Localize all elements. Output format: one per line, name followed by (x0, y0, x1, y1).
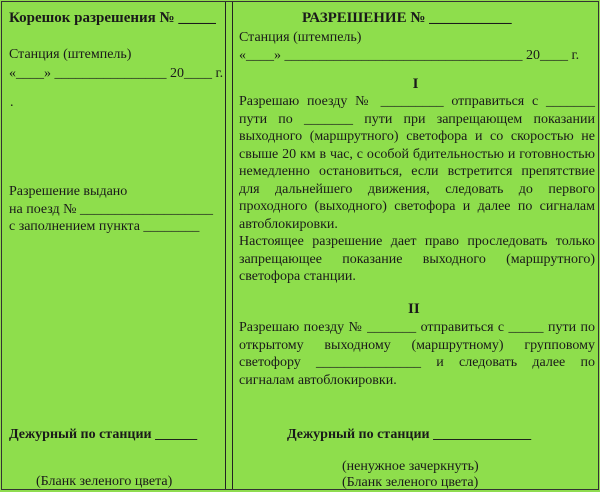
section-1-number: I (412, 76, 419, 92)
stub-title: Корешок разрешения № _____ (9, 10, 216, 26)
stub-date-line: «____» ________________ 20____ г. (9, 66, 224, 81)
stub-station-label: Станция (штемпель) (9, 47, 132, 62)
section-1-text: Разрешаю поезду № _________ отправиться с _______ пути по _______ пути при запрещающем показании выходного (маршрутного) светофора и со скоростью не свыше 20 км в час, с особой бдительностью и готовностью немедленно остановиться, если встретится препятствие для дальнейшего движения, следовать до первого проходного (выходного) светофора и далее по сигналам автоблокировки. (239, 94, 595, 232)
stub-dot: . (10, 95, 14, 110)
main-station-label: Станция (штемпель) (239, 30, 362, 45)
stub-issued-label: Разрешение выдано (9, 184, 128, 199)
main-footer: (Бланк зеленого цвета) (342, 475, 479, 490)
section-2-text: Разрешаю поезду № _______ отправиться с _____ пути по открытому выходному (маршрутному) групповому светофору _______________ и следовать далее по сигналам автоблокировки. (239, 320, 595, 388)
permission-form (1, 1, 599, 490)
stub-duty-officer: Дежурный по станции ______ (9, 427, 198, 442)
stub-item-line: с заполнением пункта ________ (9, 219, 200, 234)
section-1-note: Настоящее разрешение дает право проследовать только запрещающее показание выходного (маршрутного) светофора станции. (239, 234, 595, 284)
section-2-number: II (408, 301, 420, 317)
main-date-line: «____» __________________________________ 20____ г. (239, 48, 580, 63)
stub-footer: (Бланк зеленого цвета) (36, 474, 173, 489)
main-duty-officer: Дежурный по станции ______________ (287, 427, 532, 442)
strike-note: (ненужное зачеркнуть) (342, 459, 479, 474)
main-title: РАЗРЕШЕНИЕ № ___________ (302, 10, 512, 26)
stub-divider-line (225, 2, 226, 489)
stub-train-number-line: на поезд № ___________________ (9, 202, 214, 217)
